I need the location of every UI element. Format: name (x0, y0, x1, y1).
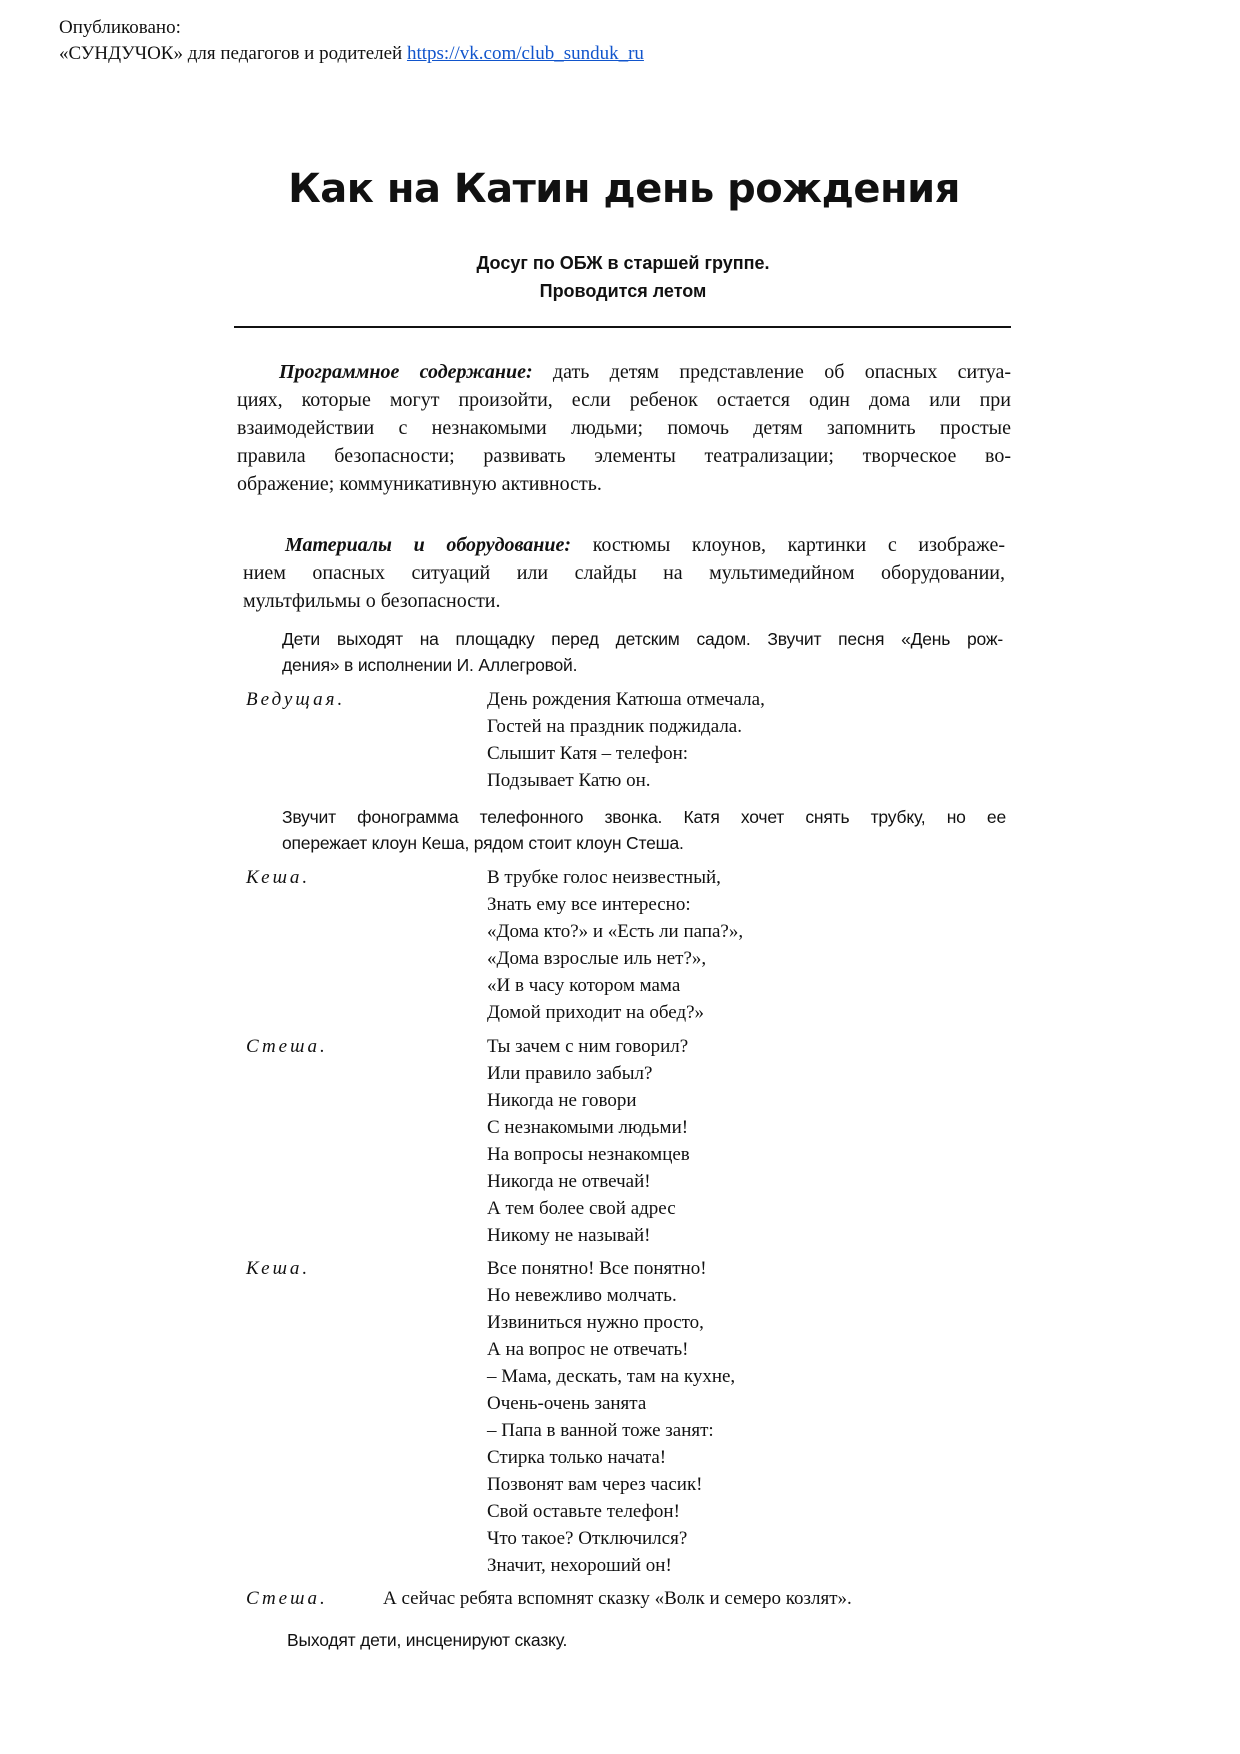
text-line (487, 1114, 690, 1141)
text-line (487, 1309, 735, 1336)
text-line (237, 358, 1011, 386)
role-label-vedushchaya: Ведущая. (246, 689, 346, 710)
line-text: взаимодействии с незнакомыми людьми; помочь детям запомнить простые (237, 417, 1011, 439)
line-text: Стирка только начата! (487, 1447, 667, 1468)
verse-kesha-2 (487, 1255, 735, 1579)
line-text: Или правило забыл? (487, 1063, 653, 1084)
verse-stesha-1 (487, 1033, 690, 1249)
text-line (487, 740, 765, 767)
line-text: Слышит Катя – телефон: (487, 743, 689, 764)
line-text: Подзывает Катю он. (487, 770, 651, 791)
line-text: дать детям представление об опасных ситуа- (532, 361, 1012, 383)
text-line (487, 1033, 690, 1060)
text-line (487, 1498, 735, 1525)
text-line (487, 1471, 735, 1498)
text-line (487, 1087, 690, 1114)
role-label-stesha: Стеша. (246, 1036, 328, 1057)
line-text: правила безопасности; развивать элементы театрализации; творческое во- (237, 445, 1011, 467)
line-text: Домой приходит на обед?» (487, 1002, 705, 1023)
line-text: костюмы клоунов, картинки с изображе- (571, 534, 1005, 556)
published-label: Опубликовано: (59, 17, 181, 38)
materials-paragraph (243, 531, 1005, 615)
program-content-paragraph (237, 358, 1011, 498)
subtitle-line-2: Проводится летом (539, 281, 707, 301)
text-line (487, 945, 743, 972)
verse-vedushchaya (487, 686, 765, 794)
line-text: День рождения Катюша отмечала, (487, 689, 765, 710)
line-text: Все понятно! Все понятно! (487, 1258, 707, 1279)
text-line (487, 1336, 735, 1363)
publisher-link[interactable]: https://vk.com/club_sunduk_ru (406, 43, 644, 64)
text-line (487, 864, 743, 891)
text-line (487, 1060, 690, 1087)
text-line (282, 830, 1006, 856)
line-text: Значит, нехороший он! (487, 1555, 672, 1576)
role-label-stesha-2: Стеша. (246, 1588, 328, 1609)
text-line (237, 470, 1011, 498)
line-text: «И в часу котором мама (487, 975, 681, 996)
line-text: «Дома взрослые иль нет?», (487, 948, 707, 969)
text-line (282, 626, 1003, 652)
text-line (243, 531, 1005, 559)
page-title: Как на Катин день рождения (288, 166, 960, 212)
line-text: А на вопрос не отвечать! (487, 1339, 689, 1360)
text-line (237, 414, 1011, 442)
text-line (282, 804, 1006, 830)
paragraph-label: Программное содержание: (279, 361, 533, 383)
text-line (487, 767, 765, 794)
subtitle-line-1: Досуг по ОБЖ в старшей группе. (476, 253, 770, 273)
text-line (487, 918, 743, 945)
paragraph-label: Материалы и оборудование: (285, 534, 572, 556)
subtitle (0, 249, 1240, 305)
text-line (487, 1222, 690, 1249)
line-text: Свой оставьте телефон! (487, 1501, 680, 1522)
line-text: ображение; коммуникативную активность. (237, 473, 602, 495)
line-text: Что такое? Отключился? (487, 1528, 688, 1549)
line-text: опережает клоун Кеша, рядом стоит клоун Стеша. (282, 833, 684, 853)
text-line (487, 1444, 735, 1471)
text-line (243, 587, 1005, 615)
verse-kesha-1 (487, 864, 743, 1026)
line-text: Позвонят вам через часик! (487, 1474, 703, 1495)
text-line (243, 559, 1005, 587)
text-line (487, 1417, 735, 1444)
stage-direction-3 (287, 1627, 987, 1653)
line-text: Ты зачем с ним говорил? (487, 1036, 689, 1057)
line-text: Никогда не отвечай! (487, 1171, 651, 1192)
line-text: – Папа в ванной тоже занят: (487, 1420, 714, 1441)
text-line (487, 1363, 735, 1390)
stage-direction-2 (282, 804, 1006, 856)
line-text: мультфильмы о безопасности. (243, 590, 501, 612)
text-line (282, 652, 1003, 678)
text-line (487, 999, 743, 1026)
line-text: дения» в исполнении И. Аллегровой. (282, 655, 578, 675)
text-line (487, 1195, 690, 1222)
line-text: Выходят дети, инсценируют сказку. (287, 1630, 568, 1650)
line-text: «Дома кто?» и «Есть ли папа?», (487, 921, 744, 942)
text-line (487, 1525, 735, 1552)
line-text: Звучит фонограмма телефонного звонка. Катя хочет снять трубку, но ее (282, 807, 1006, 827)
text-line (487, 1282, 735, 1309)
role-label-kesha-2: Кеша. (246, 1258, 311, 1279)
line-text: Извиниться нужно просто, (487, 1312, 704, 1333)
line-text: С незнакомыми людьми! (487, 1117, 689, 1138)
text-line (487, 686, 765, 713)
text-line (237, 442, 1011, 470)
text-line (487, 1168, 690, 1195)
publisher-name: «СУНДУЧОК» для педагогов и родителей (59, 43, 403, 64)
publisher-line (59, 41, 644, 67)
line-text: Очень-очень занята (487, 1393, 647, 1414)
line-text: А тем более свой адрес (487, 1198, 676, 1219)
text-line (287, 1627, 987, 1653)
title-divider (234, 326, 1011, 328)
line-text: Никому не называй! (487, 1225, 651, 1246)
line-text: На вопросы незнакомцев (487, 1144, 690, 1165)
stage-direction-1 (282, 626, 1003, 678)
line-text: Но невежливо молчать. (487, 1285, 677, 1306)
line-text: В трубке голос неизвестный, (487, 867, 721, 888)
text-line (487, 1552, 735, 1579)
text-line (487, 1255, 735, 1282)
text-line (487, 713, 765, 740)
text-line (487, 1390, 735, 1417)
verse-stesha-2: А сейчас ребята вспомнят сказку «Волк и семеро козлят». (383, 1588, 852, 1609)
line-text: Знать ему все интересно: (487, 894, 691, 915)
line-text: Никогда не говори (487, 1090, 637, 1111)
line-text: нием опасных ситуаций или слайды на мультимедийном оборудовании, (243, 562, 1005, 584)
line-text: циях, которые могут произойти, если ребенок остается один дома или при (237, 389, 1011, 411)
text-line (487, 1141, 690, 1168)
line-text: – Мама, дескать, там на кухне, (487, 1366, 736, 1387)
line-text: Дети выходят на площадку перед детским садом. Звучит песня «День рож- (282, 629, 1003, 649)
text-line (487, 972, 743, 999)
line-text: Гостей на праздник поджидала. (487, 716, 742, 737)
text-line (487, 891, 743, 918)
role-label-kesha: Кеша. (246, 867, 311, 888)
text-line (237, 386, 1011, 414)
